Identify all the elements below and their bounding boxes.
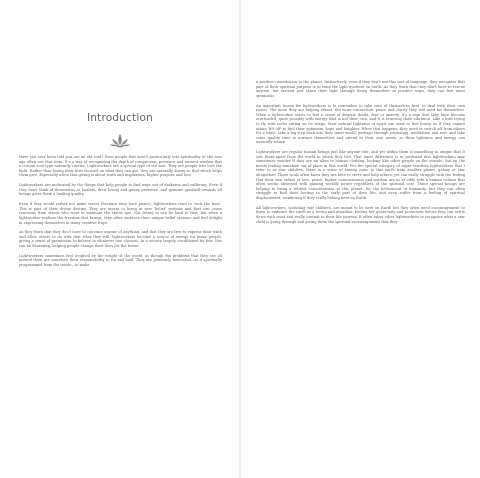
body-paragraph: As they learn that they don't have to convince anyone of anything, and that they are free to express their truth and allow others to do with that what they will, lightworkers become a source of energy for many people, giving a sense of permission to believe in whatever one chooses. In a society largely conditioned by fear, this can be liberating, helping people change their lives for the better. [19, 230, 222, 249]
chapter-title: Introduction [87, 112, 153, 124]
right-page-body [256, 80, 465, 224]
left-page-body [19, 155, 222, 268]
body-paragraph: Lightworkers are motivated by the things that help people to find ways out of darkness and suffering. Even if they don't think of themselves as healers, their loving and giving presence, and genuine goodwill towards all beings gives them a healing quality. [19, 183, 222, 197]
body-paragraph: All lightworkers, including star children, are meant to be here on Earth but they often need encouragement to learn to embrace the earth as a loving and guardian, feeling her generosity and protection before they can settle down with trust and really commit to their life journey. It often takes other lightworkers to recognise what a star child is going through and giving them the spiritual encouragement that they [256, 205, 465, 224]
lotus-icon [109, 134, 131, 148]
body-paragraph: a positive contribution to the planet. Instinctively, even if they don't use this sort of language, they recognise that part of their spiritual purpose is to raise the light quotient on earth. As they learn that they don't have to rescue anyone, but instead just share their light through being themselves in positive ways, they can feel more optimistic. [256, 80, 465, 98]
body-paragraph: An important lesson for lightworkers is to remember to take care of themselves first, to deal with their own issues. The more they are helping others, the more connection, peace and clarity they will need for themselves. When a lightworker starts to feel a sense of despair, doubt, fear or anxiety, it's a sign that they have become overloaded, quite possibly with energy that is not their own, and it is lowering their vibration. Like a bird trying to fly with rocks sitting on its wings, their natural lightness of spirit can start to feel heavy, as if they cannot attain 'lift off' to find their optimism, hope and laughter. When that happens, they need to switch off from others for a while, take a big step back into their inner world, perhaps through journaling, meditation and rest, and take some quality time to nurture themselves and attend to their own needs, so their lightness and energy can naturally return. [256, 103, 465, 145]
body-paragraph: Even if they would rather not make waves (because they have peace), lightworkers tend to 'rock the boat'. This is part of their divine destiny. They are meant to bring in new 'belief' systems and that can cause reactions from others who want to maintain the status quo. Not fitting in can be hard at first, but when a lightworker realises the freedom that brings, they often embrace their unique belief systems and feel delight in expressing themselves in many creative ways. [19, 202, 222, 225]
body-paragraph: Lightworkers sometimes feel weighed by the weight of the world, as though the problems that they see all around them are somehow their responsibility to try and heal. They are genuinely motivated—as if spiritually programmed from the inside—to make [19, 253, 222, 268]
body-paragraph: Have you ever been told you are an old soul? Even people that aren't particularly into spirituality or the new age often use that term. It's a way of recognising the depth of compassion, presence and ancient wisdom that a certain soul type naturally carries. Lightworkers are a special type of old soul. They are people who love the light. Rather than losing their lives focused on what they can get, they are naturally drawn to that which helps them give. Especially when that giving is about truth and inspiration, higher purpose and love. [19, 155, 222, 178]
body-paragraph: Lightworkers are regular human beings just like anyone else, and yet within them is something so unique that it sets them apart from the world in which they live. That inner difference is so profound that lightworkers may sometimes wonder if they are an alien in human clothing, looking like other people on the outside, but on the inside feeling somehow out of place in this world. For the special category of super-sensitive lightworkers that I refer to as star children, there is a sense of having come to this earth from another planet, galaxy or star altogether! Those souls often know they are here to serve and help others, yet can really struggle with the feeling that their own values of love, peace, higher consciousness and wisdom are so at odds with a human culture that often seems obsessed with gaining worldly power regardless of the spiritual cost. These special beings are helping to bring a refined consciousness to this planet, for the betterment of humanity, but they can often struggle to find their footing in the early part of their life, and even suffer from a feeling of spiritual displacement, wondering if they really belong here on Earth. [256, 150, 465, 201]
right-page [240, 0, 480, 478]
